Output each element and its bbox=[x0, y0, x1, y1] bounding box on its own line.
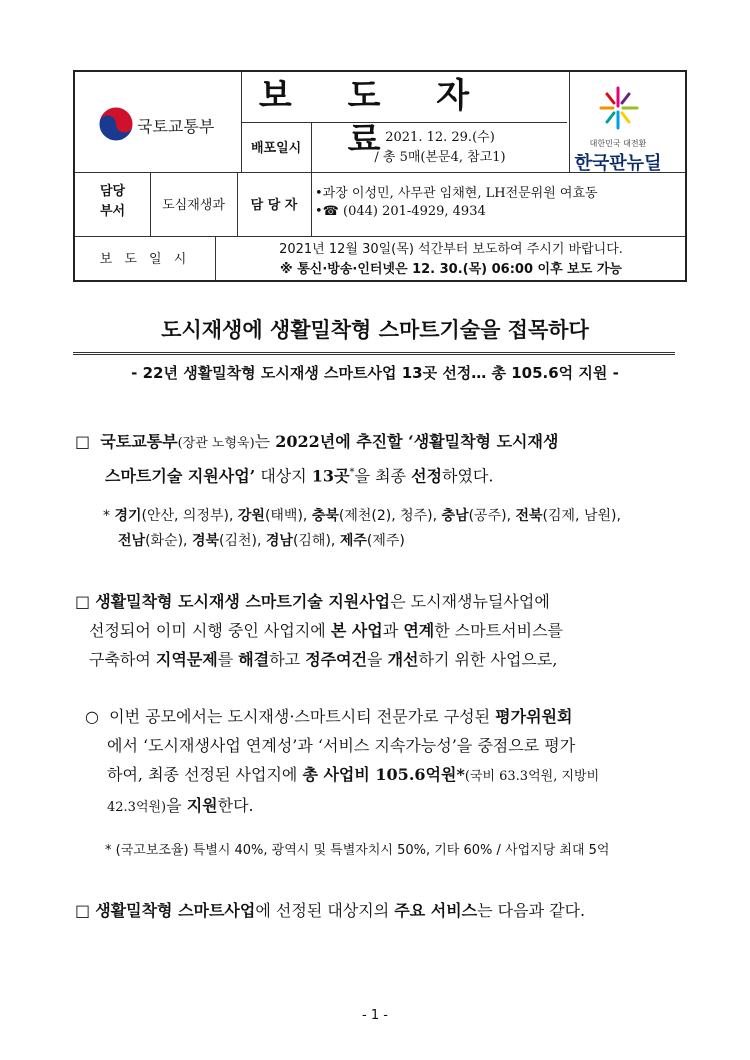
body-text: (공주), bbox=[468, 508, 516, 524]
press-release-title: 보 도 자 료 bbox=[258, 76, 492, 160]
text-line bbox=[89, 650, 557, 669]
square-bullet: □ bbox=[75, 432, 91, 451]
page-count: / 총 5매(본문4, 참고1) bbox=[374, 150, 506, 165]
body-text: 를 bbox=[217, 650, 239, 669]
body-text: 은 도시재생뉴딜사업에 bbox=[390, 592, 550, 611]
text-line bbox=[95, 592, 550, 611]
release-line-2: ※ 통신·방송·인터넷은 12. 30.(목) 06:00 이후 보도 가능 bbox=[280, 262, 622, 277]
emphasis-text: 해결 bbox=[238, 650, 270, 669]
emphasis-text: 제주 bbox=[339, 533, 367, 549]
new-deal-star-icon bbox=[563, 84, 673, 134]
emphasis-text: 평가위원회 bbox=[495, 707, 573, 726]
new-deal-name: 한국판뉴딜 bbox=[574, 153, 662, 174]
body-text: (화순), bbox=[145, 533, 192, 549]
emphasis-text: 지역문제 bbox=[155, 650, 218, 669]
emphasis-text: 지원 bbox=[186, 796, 218, 815]
emphasis-text: 경기 bbox=[114, 508, 142, 524]
text-line bbox=[109, 707, 572, 726]
square-bullet: □ bbox=[75, 901, 91, 920]
release-line-1: 2021년 12월 30일(목) 석간부터 보도하여 주시기 바랍니다. bbox=[279, 242, 623, 257]
body-text: (제천(2), 청주), bbox=[338, 508, 442, 524]
dept-label: 담당 부서 bbox=[99, 184, 126, 219]
emphasis-text: 개선 bbox=[387, 650, 419, 669]
headline: 도시재생에 생활밀착형 스마트기술을 접목하다 bbox=[161, 318, 589, 342]
emphasis-text: 정주여건 bbox=[305, 650, 368, 669]
press-header-table bbox=[73, 70, 687, 282]
body-text: (국비 63.3억원, 지방비 bbox=[464, 769, 600, 784]
title-divider bbox=[73, 352, 675, 355]
emphasis-text: 충남 bbox=[441, 508, 469, 524]
emphasis-text: 강원 bbox=[237, 508, 265, 524]
contact-people: •과장 이성민, 사무관 임채현, LH전문위원 여효동 bbox=[315, 186, 598, 201]
body-text: 을 bbox=[367, 650, 388, 669]
text-line bbox=[95, 901, 585, 920]
paragraph-4 bbox=[75, 896, 685, 925]
emphasis-text: * bbox=[456, 765, 465, 784]
new-deal-slogan: 대한민국 대전환 bbox=[589, 139, 647, 148]
body-text: 하고 bbox=[269, 650, 306, 669]
body-text: (제주) bbox=[366, 533, 405, 549]
emphasis-text: 생활밀착형 스마트사업 bbox=[95, 901, 256, 920]
emphasis-text: 경남 bbox=[265, 533, 293, 549]
body-text: 과 bbox=[382, 621, 404, 640]
body-text: 선정되어 이미 시행 중인 사업지에 bbox=[89, 621, 331, 640]
emphasis-text: 본 사업 bbox=[330, 621, 383, 640]
subsidy-footnote: * (국고보조율) 특별시 40%, 광역시 및 특별자치시 50%, 기타 60% / 사업지당 최대 5억 bbox=[105, 843, 610, 858]
contact-phone-row: •☎ (044) 201-4929, 4934 bbox=[315, 204, 486, 219]
phone-icon: ☎ bbox=[322, 204, 339, 219]
dept-name: 도심재생과 bbox=[162, 198, 225, 213]
body-text: 는 다음과 같다. bbox=[477, 901, 586, 920]
paragraph-1: □ 국토교통부(장관 노형욱)는 2022년에 추진할 ‘생활밀착형 도시재생 스마트기술 지원사업’ 대상지 13곳*을 최종 선정하였다. bbox=[75, 432, 559, 486]
text-line bbox=[107, 765, 599, 784]
square-bullet: □ bbox=[75, 592, 91, 611]
taegeuk-icon bbox=[97, 105, 135, 143]
region-footnote: * 경기(안산, 의정부), 강원(태백), 충북(제천(2), 청주), 충남(공주), 전북(김제, 남원), 전남(화순), 경북(김천), 경남(김해), 제주(제주) bbox=[103, 508, 621, 549]
page-number: - 1 - bbox=[362, 1008, 388, 1023]
text-line bbox=[89, 621, 563, 640]
body-text: (태백), bbox=[264, 508, 312, 524]
emphasis-text: 전남 bbox=[118, 533, 146, 549]
text-line bbox=[107, 736, 575, 755]
distribution-date: 2021. 12. 29.(수) bbox=[385, 130, 495, 145]
body-text: 하여, 최종 선정된 사업지에 bbox=[107, 765, 303, 784]
paragraph-3 bbox=[85, 702, 685, 822]
emphasis-text: 연계 bbox=[403, 621, 435, 640]
text-line bbox=[107, 796, 254, 815]
emphasis-text: 경북 bbox=[191, 533, 219, 549]
distribution-label: 배포일시 bbox=[251, 141, 302, 156]
body-text: 이번 공모에서는 도시재생·스마트시티 전문가로 구성된 bbox=[109, 707, 496, 726]
circle-bullet: ○ bbox=[85, 707, 99, 726]
subheadline: - 22년 생활밀착형 도시재생 스마트사업 13곳 선정… 총 105.6억 지원 - bbox=[131, 364, 619, 382]
body-text: (안산, 의정부), bbox=[141, 508, 238, 524]
emphasis-text: 전북 bbox=[515, 508, 543, 524]
emphasis-text: 충북 bbox=[311, 508, 339, 524]
body-text: 한다. bbox=[217, 796, 254, 815]
body-text: 42.3억원) bbox=[107, 800, 167, 815]
korean-new-deal-logo bbox=[563, 84, 673, 174]
ministry-name: 국토교통부 bbox=[137, 117, 215, 136]
body-text: 에 선정된 대상지의 bbox=[255, 901, 395, 920]
body-text: 을 bbox=[166, 796, 187, 815]
release-label: 보 도 일 시 bbox=[99, 252, 191, 267]
paragraph-2 bbox=[75, 587, 685, 674]
text-line bbox=[118, 533, 405, 549]
body-text: 한 스마트서비스를 bbox=[434, 621, 563, 640]
emphasis-text: 생활밀착형 도시재생 스마트기술 지원사업 bbox=[95, 592, 391, 611]
emphasis-text: 총 사업비 105.6억원 bbox=[302, 765, 457, 784]
body-text: (김천), bbox=[219, 533, 266, 549]
text-line bbox=[114, 508, 620, 524]
emphasis-text: 주요 서비스 bbox=[394, 901, 478, 920]
body-text: 에서 ‘도시재생사업 연계성’과 ‘서비스 지속가능성’을 중점으로 평가 bbox=[107, 736, 576, 755]
contact-phone: (044) 201-4929, 4934 bbox=[343, 204, 486, 219]
body-text: (김제, 남원), bbox=[542, 508, 621, 524]
body-text: (김해), bbox=[292, 533, 340, 549]
body-text: 구축하여 bbox=[89, 650, 156, 669]
body-text: 하기 위한 사업으로, bbox=[418, 650, 558, 669]
contact-label: 담 당 자 bbox=[250, 198, 298, 213]
